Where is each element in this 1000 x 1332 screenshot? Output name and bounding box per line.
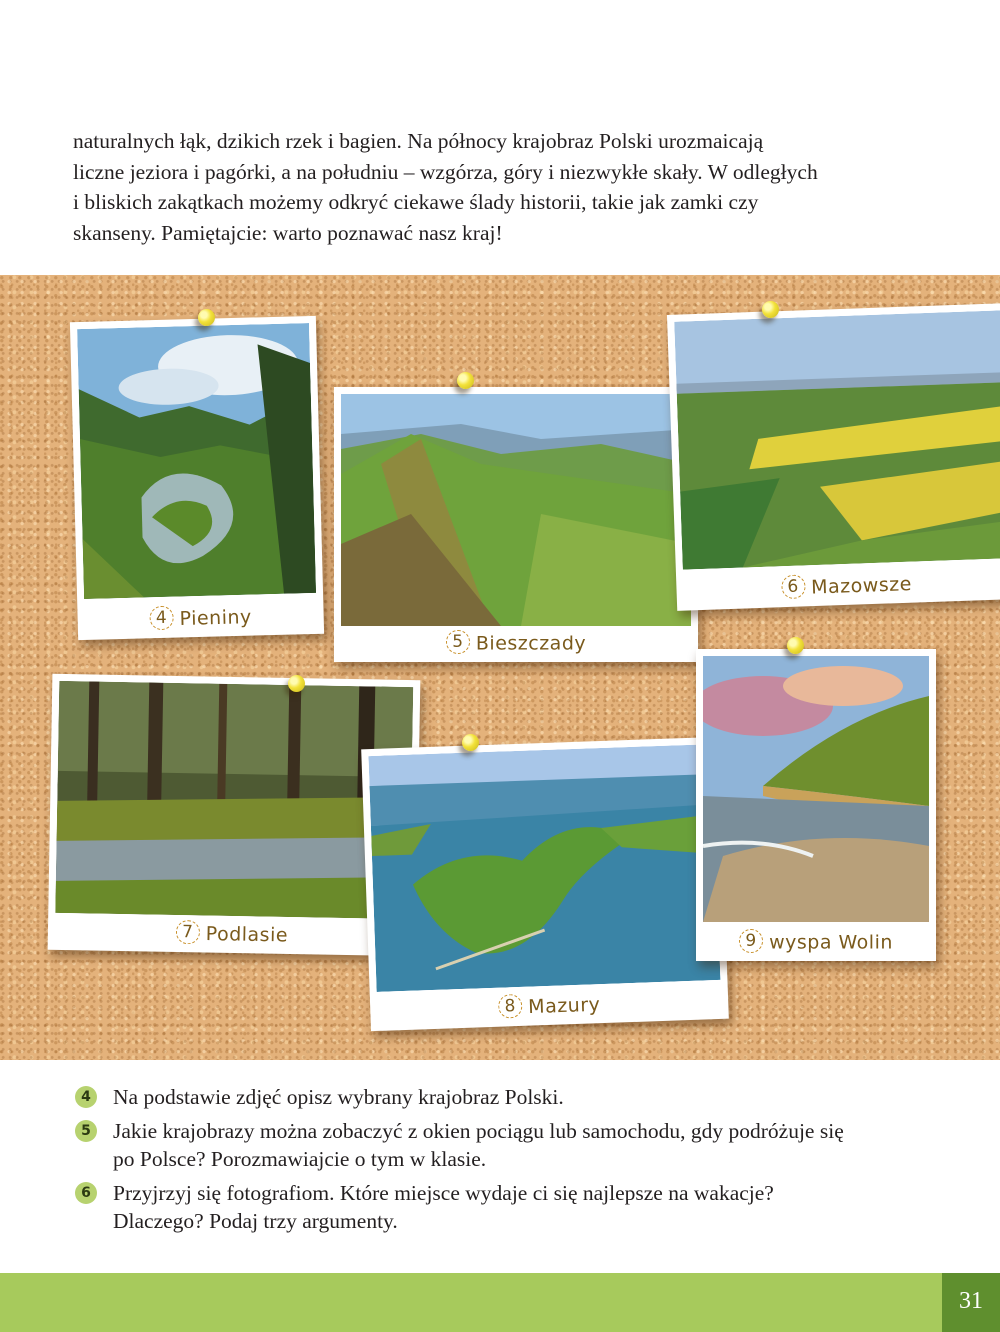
photo-number: 6 [781, 574, 806, 599]
task-text: Dlaczego? Podaj trzy argumenty. [113, 1209, 398, 1233]
task-number: 6 [75, 1182, 97, 1204]
pushpin-icon [462, 734, 479, 751]
wolin-image [703, 656, 929, 922]
task-list [75, 1083, 955, 1241]
task-text: Przyjrzyj się fotografiom. Które miejsce wydaje ci się najlepsze na wakacje? [113, 1181, 774, 1205]
photo-label: Podlasie [205, 923, 289, 947]
photo-label: wyspa Wolin [769, 931, 893, 954]
intro-line: naturalnych łąk, dzikich rzek i bagien. Na północy krajobraz Polski urozmaicają [73, 129, 764, 153]
photo-caption [48, 920, 416, 950]
photo-caption [696, 931, 936, 955]
photo-label: Pieniny [179, 606, 253, 630]
photo-number: 9 [739, 929, 763, 953]
task-text: Na podstawie zdjęć opisz wybrany krajobraz Polski. [113, 1085, 564, 1109]
photo-number: 8 [498, 994, 523, 1019]
photo-label: Mazury [527, 993, 601, 1019]
photo-bieszczady [334, 387, 698, 662]
photo-number: 5 [446, 630, 470, 654]
photo-number: 7 [176, 920, 200, 944]
pushpin-icon [288, 675, 305, 692]
task-item [75, 1083, 955, 1111]
photo-label: Mazowsze [810, 573, 913, 599]
photo-wolin [696, 649, 936, 961]
task-number: 4 [75, 1086, 97, 1108]
photo-number: 4 [149, 606, 174, 631]
photo-mazury [361, 737, 729, 1031]
footer-bar [0, 1273, 1000, 1332]
photo-caption [676, 569, 1000, 605]
podlasie-image [55, 681, 413, 919]
task-item [75, 1117, 955, 1173]
intro-line: i bliskich zakątkach możemy odkryć ciekawe ślady historii, takie jak zamki czy [73, 190, 759, 214]
intro-paragraph [73, 126, 953, 248]
pushpin-icon [787, 637, 804, 654]
photo-label: Bieszczady [475, 632, 587, 655]
pushpin-icon [457, 372, 474, 389]
task-number: 5 [75, 1120, 97, 1142]
photo-caption [334, 632, 698, 656]
task-text: Jakie krajobrazy można zobaczyć z okien pociągu lub samochodu, gdy podróżuje się [113, 1119, 844, 1143]
pushpin-icon [762, 301, 779, 318]
photo-caption [77, 604, 324, 634]
task-item [75, 1179, 955, 1235]
intro-line: liczne jeziora i pagórki, a na południu – wzgórza, góry i niezwykłe skały. W odległych [73, 159, 818, 184]
cork-board [0, 275, 1000, 1060]
page-number: 31 [942, 1273, 1000, 1332]
photo-mazowsze [667, 303, 1000, 611]
pushpin-icon [198, 309, 215, 326]
intro-line: skanseny. Pamiętajcie: warto poznawać nasz kraj! [73, 220, 503, 245]
mazury-image [368, 744, 720, 992]
task-text: po Polsce? Porozmawiajcie o tym w klasie. [113, 1147, 487, 1171]
pieniny-image [77, 323, 316, 599]
photo-caption [370, 989, 729, 1025]
mazowsze-image [674, 310, 1000, 569]
bieszczady-image [341, 394, 691, 626]
photo-pieniny [70, 316, 324, 640]
